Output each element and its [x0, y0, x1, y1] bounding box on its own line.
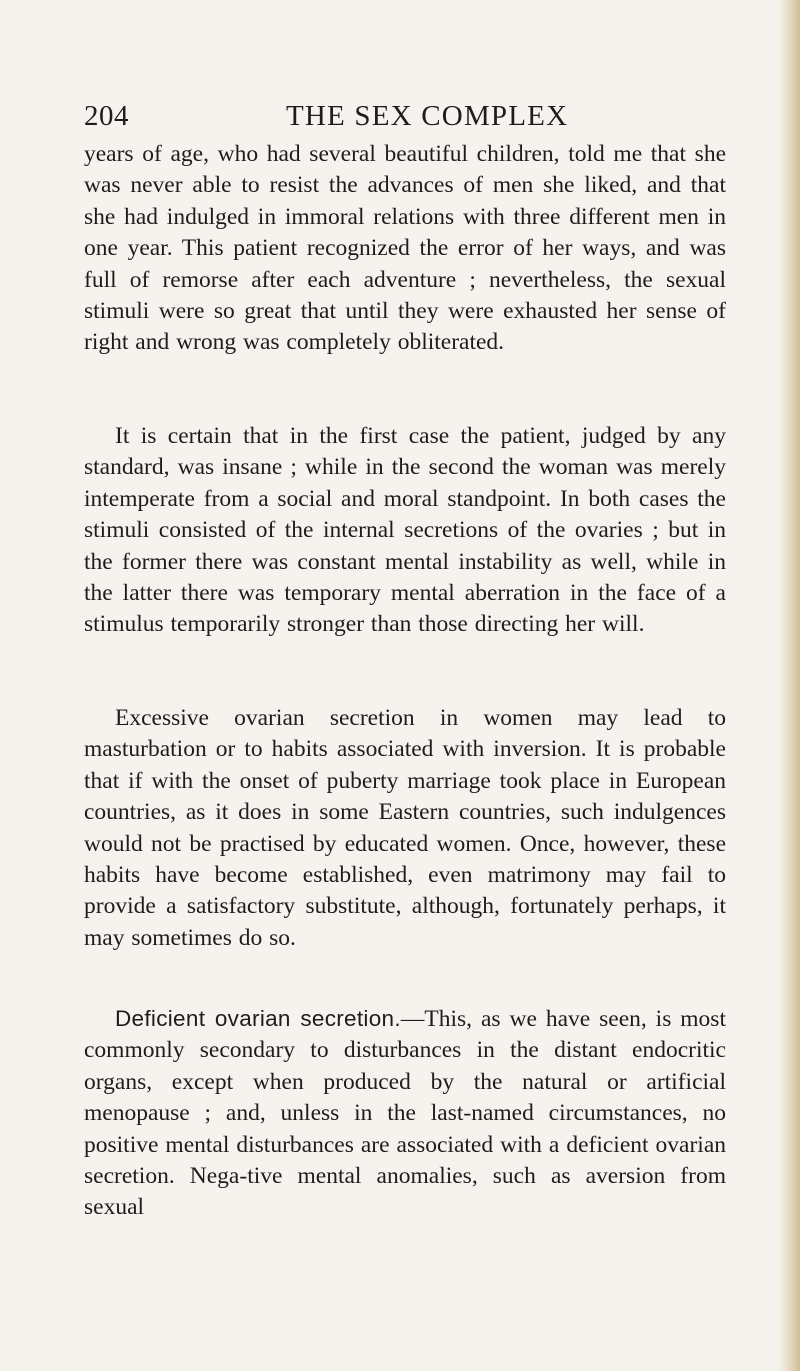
section-heading: Deficient ovarian secretion.: [115, 1006, 401, 1031]
page-edge-shading: [778, 0, 800, 1371]
paragraph-text: Excessive ovarian secretion in women may lead to masturbation or to habits associated with inversion. It is probable that if with the onset of puberty marriage took place in European countries, as it does in some Eastern countries, such indulgences would not be practised by educated women. Once, however, these habits have become established, even matrimony may fail to provide a satisfactory substitute, although, fortunately perhaps, it may sometimes do so.: [84, 705, 726, 951]
page-header: [84, 100, 724, 140]
paragraph-insanity-comparison: [84, 421, 726, 641]
paragraph-text: years of age, who had several beautiful children, told me that she was never able to resist the advances of men she liked, and that she had indulged in immoral relations with three different men in one year. This patient recognized the error of her ways, and was full of remorse after each adventure ; nevertheless, the sexual stimuli were so great that until they were exhausted her sense of right and wrong was completely obliterated.: [84, 141, 726, 356]
paragraph-continued: [84, 139, 726, 359]
section-body: —This, as we have seen, is most commonly secondary to disturbances in the distant endocritic organs, except when produced by the natural or artificial menopause ; and, unless in the last-named circumstances, no positive mental disturbances are associated with a deficient ovarian secretion. Nega-tive mental anomalies, such as aversion from sexual: [84, 1006, 726, 1221]
running-title: THE SEX COMPLEX: [286, 100, 569, 132]
paragraph-deficient-secretion: [84, 1003, 726, 1224]
paragraph-text: It is certain that in the first case the patient, judged by any standard, was insane ; while in the second the woman was merely intemperate from a social and moral standpoint. In both cases the stimuli consisted of the internal secretions of the ovaries ; but in the former there was constant mental instability as well, while in the latter there was temporary mental aberration in the face of a stimulus temporarily stronger than those directing her will.: [84, 423, 726, 638]
page-number: 204: [84, 100, 129, 132]
paragraph-excessive-secretion: [84, 703, 726, 954]
paragraph-text: [84, 1003, 726, 1224]
